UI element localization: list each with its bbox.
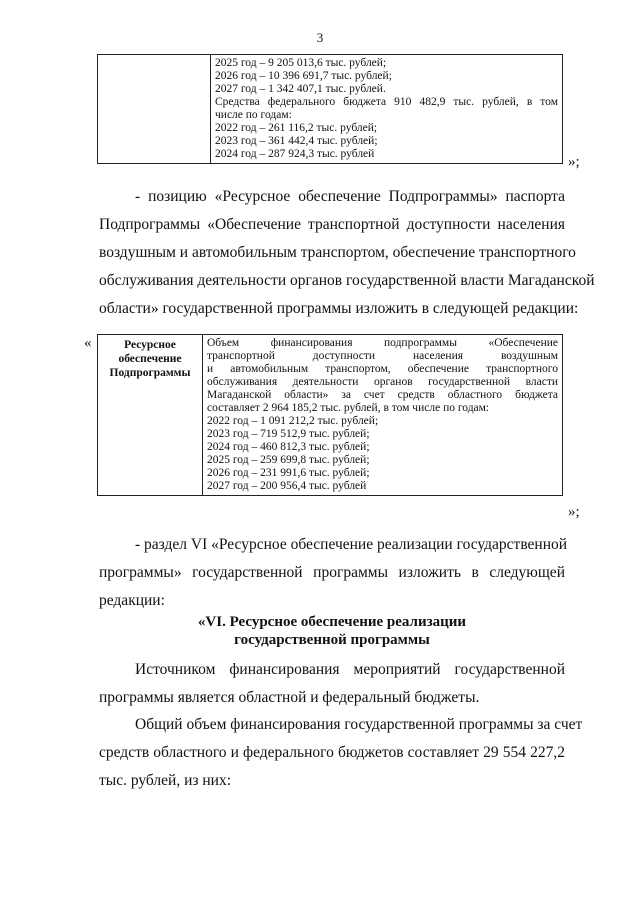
paragraph-subprogram-position bbox=[99, 183, 595, 323]
paragraph-line: - позицию «Ресурсное обеспечение Подпрограммы» паспорта bbox=[135, 188, 565, 205]
table2-line: и автомобильным транспортом, обеспечение транспортного bbox=[207, 363, 558, 375]
paragraph-line: редакции: bbox=[99, 592, 165, 609]
paragraph-funding-source bbox=[99, 656, 565, 712]
table2-line: Магаданской области» за счет средств областного бюджета bbox=[207, 389, 558, 401]
paragraph-line: программы является областной и федеральный бюджеты. bbox=[99, 689, 480, 706]
table2-left-line: Ресурсное bbox=[124, 339, 176, 351]
table2-line: 2027 год – 200 956,4 тыс. рублей bbox=[207, 480, 367, 492]
paragraph-line: обслуживания деятельности органов государственной власти Магаданской bbox=[99, 272, 595, 289]
table2-left-cell bbox=[98, 335, 203, 496]
table1-line: 2023 год – 361 442,4 тыс. рублей; bbox=[215, 135, 378, 147]
paragraph-line: - раздел VI «Ресурсное обеспечение реализации государственной bbox=[135, 536, 568, 553]
paragraph-line: Подпрограммы «Обеспечение транспортной доступности населения bbox=[99, 216, 565, 233]
table2-line: Объем финансирования подпрограммы «Обеспечение bbox=[207, 337, 558, 349]
paragraph-line: тыс. рублей, из них: bbox=[99, 772, 232, 789]
funding-table-continuation bbox=[97, 54, 563, 164]
table2-close-quote: »; bbox=[568, 504, 580, 520]
funding-table-subprogram bbox=[97, 334, 563, 496]
paragraph-line: программы» государственной программы изложить в следующей bbox=[99, 564, 565, 581]
section-heading-line2: государственной программы bbox=[234, 632, 430, 648]
paragraph-total-funding bbox=[99, 711, 583, 795]
table2-line: 2022 год – 1 091 212,2 тыс. рублей; bbox=[207, 415, 379, 427]
table1-line: Средства федерального бюджета 910 482,9 тыс. рублей, в том bbox=[215, 96, 558, 108]
table2-open-quote: « bbox=[84, 335, 92, 351]
table1-line: 2024 год – 287 924,3 тыс. рублей bbox=[215, 148, 375, 160]
table1-line: 2022 год – 261 116,2 тыс. рублей; bbox=[215, 122, 378, 134]
table1-line: 2025 год – 9 205 013,6 тыс. рублей; bbox=[215, 57, 387, 69]
paragraph-line: Источником финансирования мероприятий государственной bbox=[135, 661, 565, 678]
section-heading-line1: «VI. Ресурсное обеспечение реализации bbox=[197, 614, 467, 630]
table1-left-cell bbox=[98, 55, 211, 164]
paragraph-line: средств областного и федерального бюджетов составляет 29 554 227,2 bbox=[99, 744, 565, 761]
table2-line: 2023 год – 719 512,9 тыс. рублей; bbox=[207, 428, 370, 440]
table2-left-line: Подпрограммы bbox=[109, 367, 191, 379]
table2-line: 2026 год – 231 991,6 тыс. рублей; bbox=[207, 467, 370, 479]
table1-right-cell bbox=[211, 55, 563, 164]
section-heading bbox=[99, 613, 565, 649]
paragraph-line: Общий объем финансирования государственной программы за счет bbox=[135, 716, 583, 733]
table2-line: 2024 год – 460 812,3 тыс. рублей; bbox=[207, 441, 370, 453]
paragraph-section-vi bbox=[99, 531, 568, 615]
paragraph-line: воздушным и автомобильным транспортом, обеспечение транспортного bbox=[99, 244, 576, 261]
table1-line: 2026 год – 10 396 691,7 тыс. рублей; bbox=[215, 70, 392, 82]
table1-line: 2027 год – 1 342 407,1 тыс. рублей. bbox=[215, 83, 386, 95]
table2-line: 2025 год – 259 699,8 тыс. рублей; bbox=[207, 454, 370, 466]
table2-right-cell bbox=[203, 335, 563, 496]
page-number: 3 bbox=[316, 30, 324, 45]
table1-close-quote: »; bbox=[568, 154, 580, 170]
table2-line: обслуживания деятельности органов государственной власти bbox=[207, 376, 558, 388]
table2-line: транспортной доступности населения воздушным bbox=[207, 350, 558, 362]
table2-line: составляет 2 964 185,2 тыс. рублей, в том числе по годам: bbox=[207, 402, 490, 414]
paragraph-line: области» государственной программы изложить в следующей редакции: bbox=[99, 300, 579, 317]
table1-line: числе по годам: bbox=[215, 109, 292, 121]
table2-left-line: обеспечение bbox=[118, 353, 182, 365]
